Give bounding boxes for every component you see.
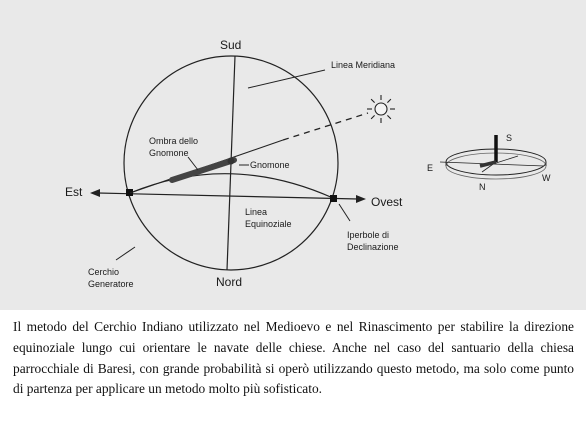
label-est: Est [65, 185, 83, 199]
inset-label-w: W [542, 173, 551, 183]
label-sud: Sud [220, 38, 242, 52]
west-marker [330, 195, 337, 202]
sun-icon [367, 95, 395, 123]
sun-ray-dashed [283, 113, 368, 140]
label-cerchio-2: Generatore [88, 279, 134, 289]
leader-cerchio [116, 247, 135, 260]
gnomon-base [228, 158, 235, 165]
label-iperbole-2: Declinazione [347, 242, 399, 252]
arrow-east [90, 189, 100, 197]
leader-ombra [188, 157, 198, 170]
inset-diagram [427, 133, 551, 192]
label-cerchio-1: Cerchio [88, 267, 120, 277]
label-linea-meridiana: Linea Meridiana [331, 60, 396, 70]
label-ovest: Ovest [371, 195, 403, 209]
equinoctial-line [98, 193, 358, 199]
arrow-west [356, 195, 366, 203]
inset-s-line [496, 156, 518, 163]
leader-linea-meridiana [248, 70, 325, 88]
figure-caption: Il metodo del Cerchio Indiano utilizzato nel Medioevo e nel Rinascimento per stabilire la direzione equinoziale lungo cui orientare le navate delle chiese. Anche nel caso del santuario della chiesa parrocchiale di Baresi, con grande probabilità si operò utilizzando questo metodo, ma solo come punto di partenza per applicare un metodo molto più sofisticato. [13, 319, 574, 397]
gnomon-shadow [172, 160, 234, 180]
label-ombra-1: Ombra dello [149, 136, 199, 146]
label-gnomone: Gnomone [250, 160, 290, 170]
inset-label-n: N [479, 182, 486, 192]
label-linea-eq-1: Linea [245, 207, 268, 217]
inset-label-e: E [427, 163, 434, 173]
leader-iperbole [339, 204, 350, 221]
label-ombra-2: Gnomone [149, 148, 189, 158]
inset-label-s: S [506, 133, 513, 143]
label-linea-eq-2: Equinoziale [245, 219, 292, 229]
label-nord: Nord [216, 275, 243, 289]
label-iperbole-1: Iperbole di [347, 230, 390, 240]
inset-gnomon-shadow [480, 162, 496, 166]
